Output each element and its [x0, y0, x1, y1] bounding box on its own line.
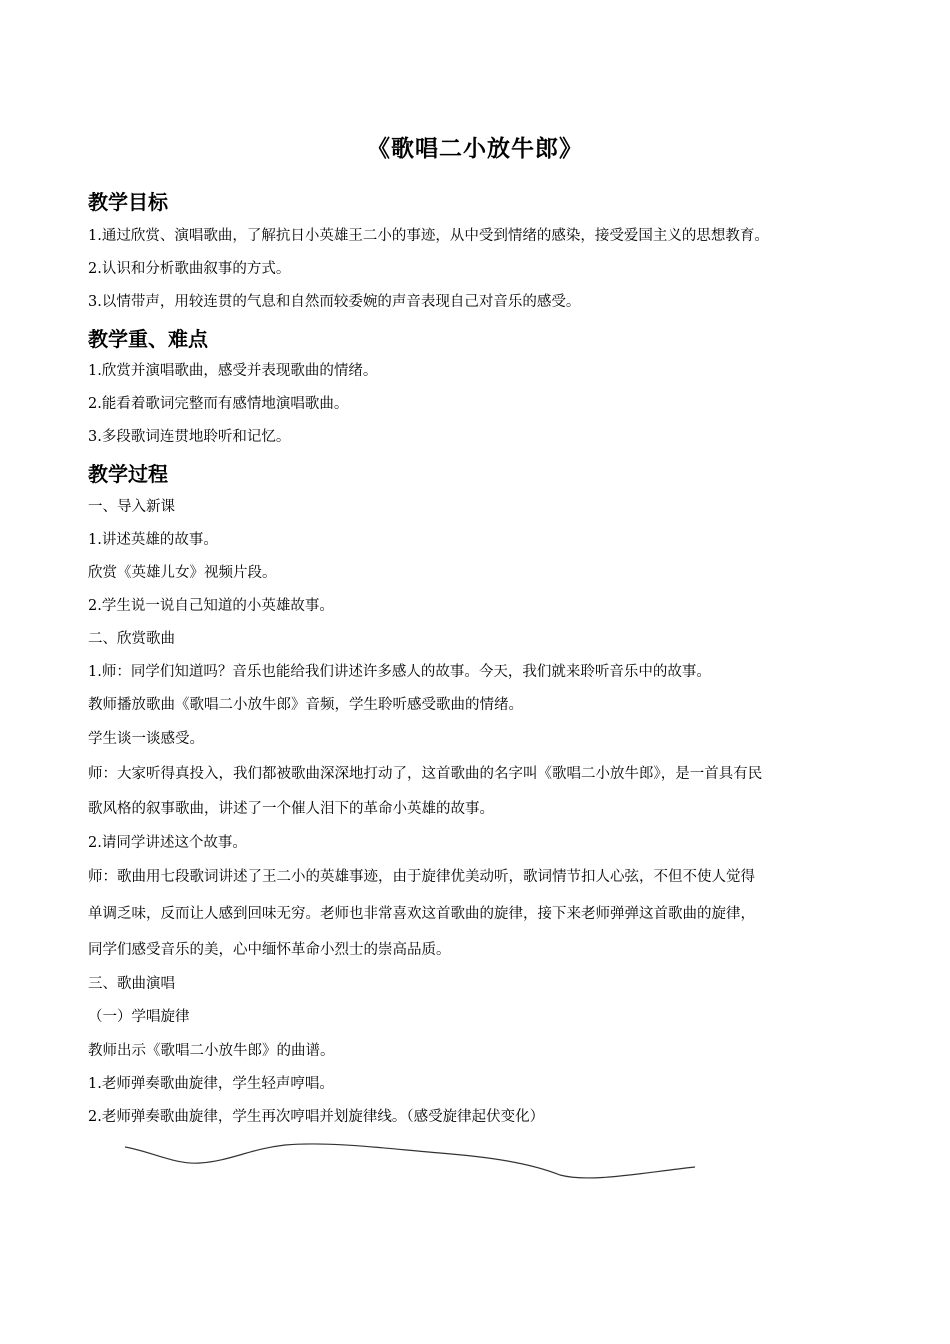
- process-line: 同学们感受音乐的美，心中缅怀革命小烈士的崇高品质。: [88, 942, 451, 958]
- process-line: 1.讲述英雄的故事。: [88, 532, 218, 548]
- page-title: 《歌唱二小放牛郎》: [367, 136, 583, 162]
- melody-line-drawing: [120, 1135, 710, 1185]
- process-heading: 教学过程: [88, 462, 168, 486]
- keypoint-line: 3.多段歌词连贯地聆听和记忆。: [88, 429, 291, 445]
- process-line: 教师播放歌曲《歌唱二小放牛郎》音频，学生聆听感受歌曲的情绪。: [88, 697, 523, 713]
- process-line: 一、导入新课: [88, 499, 175, 515]
- process-line: 师：大家听得真投入，我们都被歌曲深深地打动了，这首歌曲的名字叫《歌唱二小放牛郎》，是一首具有民: [88, 766, 763, 782]
- process-line: 二、欣赏歌曲: [88, 631, 175, 647]
- process-line: 单调乏味，反而让人感到回味无穷。老师也非常喜欢这首歌曲的旋律，接下来老师弹弹这首歌曲的旋律，: [88, 906, 755, 922]
- melody-curve: [125, 1144, 695, 1178]
- process-line: 学生谈一谈感受。: [88, 731, 204, 747]
- objective-line: 1.通过欣赏、演唱歌曲，了解抗日小英雄王二小的事迹，从中受到情绪的感染，接受爱国主义的思想教育。: [88, 228, 769, 244]
- process-line: 歌风格的叙事歌曲，讲述了一个催人泪下的革命小英雄的故事。: [88, 801, 494, 817]
- process-line: （一）学唱旋律: [88, 1009, 190, 1025]
- keypoint-line: 1.欣赏并演唱歌曲，感受并表现歌曲的情绪。: [88, 363, 378, 379]
- process-line: 2.请同学讲述这个故事。: [88, 835, 247, 851]
- process-line: 2.老师弹奏歌曲旋律，学生再次哼唱并划旋律线。（感受旋律起伏变化）: [88, 1109, 545, 1125]
- objectives-heading: 教学目标: [88, 190, 168, 214]
- process-line: 三、歌曲演唱: [88, 976, 175, 992]
- keypoint-line: 2.能看着歌词完整而有感情地演唱歌曲。: [88, 396, 349, 412]
- process-line: 2.学生说一说自己知道的小英雄故事。: [88, 598, 334, 614]
- objective-line: 3.以情带声，用较连贯的气息和自然而较委婉的声音表现自己对音乐的感受。: [88, 294, 581, 310]
- process-line: 教师出示《歌唱二小放牛郎》的曲谱。: [88, 1043, 335, 1059]
- process-line: 1.老师弹奏歌曲旋律，学生轻声哼唱。: [88, 1076, 334, 1092]
- objective-line: 2.认识和分析歌曲叙事的方式。: [88, 261, 291, 277]
- process-line: 1.师：同学们知道吗？音乐也能给我们讲述许多感人的故事。今天，我们就来聆听音乐中的故事。: [88, 664, 711, 680]
- keypoints-heading: 教学重、难点: [88, 327, 208, 351]
- process-line: 欣赏《英雄儿女》视频片段。: [88, 565, 277, 581]
- process-line: 师：歌曲用七段歌词讲述了王二小的英雄事迹，由于旋律优美动听，歌词情节扣人心弦，不但不使人觉得: [88, 869, 755, 885]
